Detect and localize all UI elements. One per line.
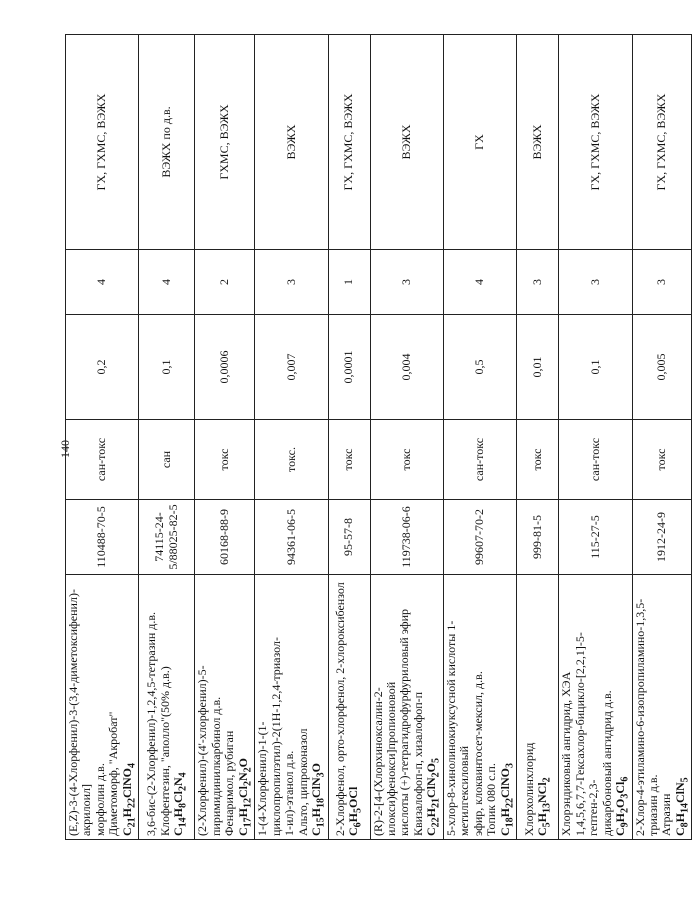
analysis-method-cell: ВЭЖХ xyxy=(255,35,328,250)
table-body xyxy=(66,35,692,840)
rotated-table-container xyxy=(65,35,691,840)
substance-name-line: 3,6-бис-(2-Хлорфенил)-1,2,4,5-тетразин д.в. xyxy=(144,611,159,836)
hazard-class-cell: 3 xyxy=(370,250,443,315)
substance-name-line: Топик 080 с.п. xyxy=(484,763,499,836)
substance-name-cell xyxy=(443,575,516,840)
table-row xyxy=(517,35,559,840)
substance-name-line: Клофентезин, "аполло"(50% д.в.) xyxy=(157,666,172,836)
analysis-method-cell: ГХМС, ВЭЖХ xyxy=(195,35,255,250)
cas-number-cell: 110488-70-5 xyxy=(66,500,139,575)
substance-name-cell xyxy=(517,575,559,840)
substance-name-line: Альто, ципроконазол xyxy=(295,728,310,836)
substance-name-cell xyxy=(66,575,139,840)
cas-number-cell: 99607-70-2 xyxy=(443,500,516,575)
substance-name-line: Хлорэндиковый ангидрид, ХЭА xyxy=(559,671,574,836)
limit-value-cell: 0,2 xyxy=(66,315,139,420)
limit-value-cell: 0,01 xyxy=(517,315,559,420)
table-row xyxy=(66,35,139,840)
substance-name-line: 1,4,5,6,7,7-Гексахлор-бицикло-[2,2,1]-5-гептен-2,3- xyxy=(572,632,601,836)
hazard-type-cell: токс xyxy=(517,420,559,500)
substance-name-line: 1-(4-Хлорфенил)-1-(1-циклопропилэтил)-2(1Н-1,2,4-триазол- xyxy=(255,636,283,836)
substance-name-line: Диметоморф, "Акробат" xyxy=(106,711,121,836)
substance-name-cell xyxy=(632,575,692,840)
substance-name-line: 1-ил)-этанол д.в. xyxy=(282,750,297,836)
table-row xyxy=(443,35,516,840)
table-row xyxy=(632,35,692,840)
chemical-formula: $C_8H_{14}ClN_5$ xyxy=(672,777,691,836)
analysis-method-cell: ГХ xyxy=(443,35,516,250)
substance-name-line: (R)-2-[4-(Хлорхиноксалин-2-илокси)фенокси]пропионовой xyxy=(370,681,398,836)
limit-value-cell: 0,005 xyxy=(632,315,692,420)
substance-name-line: (E,Z)-3-(4-Хлорфенил)-3-(3,4-диметоксифенил)- акрилоил] xyxy=(66,589,94,836)
substances-table xyxy=(65,34,692,840)
hazard-type-cell: сан xyxy=(139,420,195,500)
table-row xyxy=(559,35,632,840)
chemical-formula: $C_{22}H_{21}ClN_2O_5$ xyxy=(424,757,442,836)
chemical-formula: $C_5H_{13}NCl_2$ xyxy=(535,777,553,836)
hazard-class-cell: 3 xyxy=(517,250,559,315)
substance-name-line: 2-Хлорфенол, орто-хлорфенол, 2-хлороксибензол xyxy=(333,582,348,836)
table-row xyxy=(195,35,255,840)
limit-value-cell: 0,004 xyxy=(370,315,443,420)
substance-name-line: кислоты (+)-тетрагидрофурфуриловый эфир xyxy=(397,609,412,836)
hazard-type-cell: токс xyxy=(328,420,370,500)
chemical-formula: $C_6H_5OCl$ xyxy=(346,786,364,836)
page-number: 140 xyxy=(58,440,72,458)
table-row xyxy=(370,35,443,840)
substance-name-line: Хлорхолинхлорид xyxy=(521,742,536,836)
table-row xyxy=(328,35,370,840)
cas-number-cell: 60168-88-9 xyxy=(195,500,255,575)
substance-name-line: дикарбоновый ангидрид д.в. xyxy=(599,690,614,836)
cas-number-cell: 115-27-5 xyxy=(559,500,632,575)
cas-number-cell: 1912-24-9 xyxy=(632,500,692,575)
limit-value-cell: 0,007 xyxy=(255,315,328,420)
analysis-method-cell: ГХ, ГХМС, ВЭЖХ xyxy=(632,35,692,250)
substance-name-cell xyxy=(255,575,328,840)
substance-name-line: морфолин д.в. xyxy=(92,763,107,836)
substance-name-line: эфир, клоквинтосет-мексил, д.в. xyxy=(470,671,485,836)
limit-value-cell: 0,1 xyxy=(559,315,632,420)
chemical-formula: $C_{15}H_{18}ClN_3O$ xyxy=(308,762,327,836)
substance-name-line: Квизалофоп-п, хизалофоп-п xyxy=(410,691,425,836)
analysis-method-cell: ВЭЖХ xyxy=(517,35,559,250)
hazard-class-cell: 3 xyxy=(255,250,328,315)
cas-number-cell: 94361-06-5 xyxy=(255,500,328,575)
limit-value-cell: 0,5 xyxy=(443,315,516,420)
table-row xyxy=(255,35,328,840)
cas-number-cell: 74115-24-5/88025-82-5 xyxy=(139,500,195,575)
chemical-formula: $C_9H_2O_3Cl_6$ xyxy=(612,776,631,836)
limit-value-cell: 0,0001 xyxy=(328,315,370,420)
hazard-class-cell: 3 xyxy=(632,250,692,315)
hazard-type-cell: токс xyxy=(195,420,255,500)
limit-value-cell: 0,1 xyxy=(139,315,195,420)
cas-number-cell: 95-57-8 xyxy=(328,500,370,575)
substance-name-cell xyxy=(559,575,632,840)
substance-name-cell xyxy=(370,575,443,840)
table-row xyxy=(139,35,195,840)
hazard-type-cell: сан-токс xyxy=(559,420,632,500)
limit-value-cell: 0,0006 xyxy=(195,315,255,420)
cas-number-cell: 999-81-5 xyxy=(517,500,559,575)
hazard-type-cell: сан-токс xyxy=(443,420,516,500)
substance-name-line: 5-хлор-8-хинолинокиуксусной кислоты 1-метилгексиловый xyxy=(443,620,472,836)
hazard-type-cell: токс xyxy=(370,420,443,500)
substance-name-line: (2-Хлорфенил)-(4'-хлорфенил)-5-пиримидинилкарбинол д.в. xyxy=(195,665,223,836)
hazard-class-cell: 4 xyxy=(139,250,195,315)
substance-name-line: Атразин xyxy=(659,793,674,836)
substance-name-cell xyxy=(328,575,370,840)
hazard-class-cell: 4 xyxy=(443,250,516,315)
substance-name-cell xyxy=(139,575,195,840)
hazard-type-cell: токс xyxy=(632,420,692,500)
hazard-type-cell: сан-токс xyxy=(66,420,139,500)
substance-name-line: 2-Хлор-4-этиламино-6-изопропиламино-1,3,5-триазин д.в. xyxy=(632,598,660,836)
substance-name-line: Фенаримол, рубиган xyxy=(222,730,237,836)
chemical-formula: $C_{18}H_{22}ClNO_3$ xyxy=(497,762,516,836)
analysis-method-cell: ВЭЖХ xyxy=(370,35,443,250)
hazard-class-cell: 4 xyxy=(66,250,139,315)
analysis-method-cell: ВЭЖХ по д.в. xyxy=(139,35,195,250)
chemical-formula: $C_{21}H_{22}ClNO_4$ xyxy=(119,762,138,836)
substance-name-cell xyxy=(195,575,255,840)
hazard-type-cell: токс. xyxy=(255,420,328,500)
chemical-formula: $C_{17}H_{12}Cl_2N_2O$ xyxy=(235,757,254,836)
analysis-method-cell: ГХ, ГХМС, ВЭЖХ xyxy=(328,35,370,250)
chemical-formula: $C_{14}H_8Cl_2N_4$ xyxy=(170,772,189,836)
hazard-class-cell: 2 xyxy=(195,250,255,315)
analysis-method-cell: ГХ, ГХМС, ВЭЖХ xyxy=(559,35,632,250)
hazard-class-cell: 1 xyxy=(328,250,370,315)
hazard-class-cell: 3 xyxy=(559,250,632,315)
analysis-method-cell: ГХ, ГХМС, ВЭЖХ xyxy=(66,35,139,250)
cas-number-cell: 119738-06-6 xyxy=(370,500,443,575)
